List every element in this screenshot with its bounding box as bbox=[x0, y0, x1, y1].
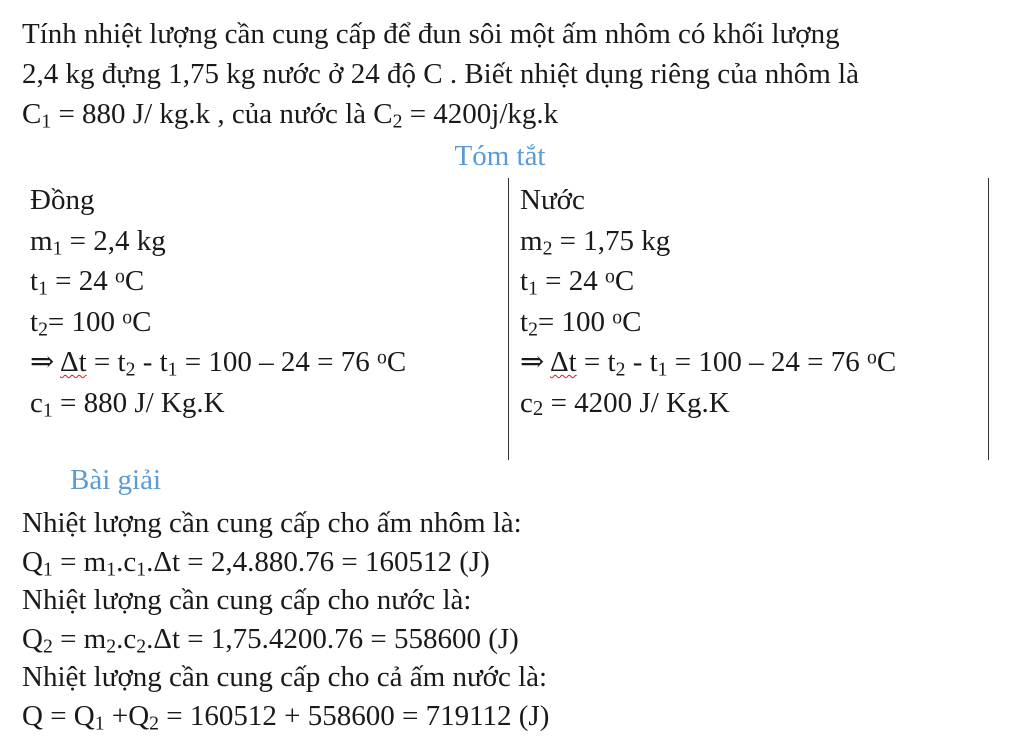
right-delta-t bbox=[520, 342, 896, 383]
right-dt-degree: o bbox=[867, 346, 877, 369]
right-c-symbol: c bbox=[520, 386, 533, 419]
left-dt-degree: o bbox=[377, 346, 387, 369]
q2-c-sub: 2 bbox=[136, 634, 147, 657]
right-t2-unit: C bbox=[622, 305, 642, 338]
table-right-border bbox=[988, 178, 989, 460]
left-specific-heat bbox=[30, 383, 406, 424]
problem-line-3 bbox=[22, 94, 1012, 134]
right-t1 bbox=[520, 261, 896, 302]
right-t1-symbol: t bbox=[520, 265, 529, 297]
right-t1-degree: o bbox=[605, 265, 615, 288]
right-c-sub: 2 bbox=[532, 395, 544, 420]
left-dt-minus: - t bbox=[135, 346, 168, 378]
left-dt-eq: = t bbox=[86, 346, 126, 378]
right-dt-minus: - t bbox=[625, 346, 658, 378]
left-c-sub: 1 bbox=[42, 398, 53, 421]
right-t1-value: = 24 bbox=[537, 265, 606, 297]
q2-result: .Δt = 1,75.4200.76 = 558600 (J) bbox=[146, 622, 519, 655]
problem-line-2: 2,4 kg đựng 1,75 kg nước ở 24 độ C . Biết nhiệt dụng riêng của nhôm là bbox=[22, 58, 859, 90]
q-total-lhs: Q = Q bbox=[22, 699, 95, 732]
right-t1-sub: 1 bbox=[528, 277, 538, 300]
summary-title: Tóm tắt bbox=[454, 140, 546, 172]
right-heading: Nước bbox=[520, 184, 585, 216]
left-t2-value: = 100 bbox=[47, 305, 123, 338]
solution-step-2: Nhiệt lượng cần cung cấp cho nước là: bbox=[22, 584, 472, 616]
q1-c-sub: 1 bbox=[136, 557, 147, 580]
left-t2-unit: C bbox=[132, 305, 152, 338]
right-t2-symbol: t bbox=[520, 305, 529, 338]
right-mass-value: = 1,75 kg bbox=[552, 224, 671, 257]
left-t2 bbox=[30, 302, 406, 343]
right-mass bbox=[520, 221, 896, 262]
right-implies-arrow: ⇒ bbox=[520, 346, 550, 378]
left-mass-symbol: m bbox=[30, 224, 53, 257]
right-specific-heat bbox=[520, 383, 896, 424]
left-delta-t-symbol: Δt bbox=[59, 346, 87, 378]
right-mass-symbol: m bbox=[520, 224, 543, 257]
left-dt-sub1: 1 bbox=[167, 358, 178, 381]
left-heading: Đồng bbox=[30, 184, 95, 216]
left-implies-arrow: ⇒ bbox=[30, 346, 60, 378]
q2-m: = m bbox=[52, 622, 107, 655]
problem-line-1: Tính nhiệt lượng cần cung cấp để đun sôi một ấm nhôm có khối lượng bbox=[22, 18, 840, 50]
left-mass bbox=[30, 221, 406, 262]
q-total-result: = 160512 + 558600 = 719112 (J) bbox=[159, 699, 550, 732]
left-t1-sub: 1 bbox=[38, 277, 48, 300]
left-c-value: = 880 J/ Kg.K bbox=[52, 386, 225, 419]
left-t1-unit: C bbox=[124, 265, 145, 297]
right-dt-value: = 100 – 24 = 76 bbox=[667, 346, 867, 378]
q2-symbol: Q bbox=[22, 622, 43, 655]
left-t2-degree: o bbox=[122, 306, 133, 329]
q1-result: .Δt = 2,4.880.76 = 160512 (J) bbox=[146, 545, 490, 578]
left-t1 bbox=[30, 261, 406, 302]
q2-sub: 2 bbox=[42, 634, 53, 657]
solution-body bbox=[22, 504, 549, 735]
q-total-sub2: 2 bbox=[149, 711, 160, 734]
q1-m: = m bbox=[52, 545, 107, 578]
right-t2-sub: 2 bbox=[528, 317, 538, 340]
right-dt-eq: = t bbox=[576, 346, 616, 378]
right-dt-unit: C bbox=[876, 346, 897, 378]
left-delta-t bbox=[30, 342, 406, 383]
problem-statement bbox=[22, 14, 1012, 134]
left-dt-value: = 100 – 24 = 76 bbox=[177, 346, 377, 378]
q-total-plus: +Q bbox=[104, 699, 150, 732]
left-t2-symbol: t bbox=[30, 305, 39, 338]
left-t1-symbol: t bbox=[30, 265, 39, 297]
right-dt-sub2: 2 bbox=[615, 358, 626, 381]
problem-line-3-mid: = 880 J/ kg.k , của nước là C bbox=[51, 98, 393, 130]
q-total-sub1: 1 bbox=[94, 711, 105, 734]
summary-left-column bbox=[30, 180, 406, 423]
c1-subscript: 1 bbox=[41, 110, 52, 133]
left-t1-degree: o bbox=[115, 265, 125, 288]
right-c-value: = 4200 J/ Kg.K bbox=[543, 386, 730, 419]
solution-step-1: Nhiệt lượng cần cung cấp cho ấm nhôm là: bbox=[22, 507, 522, 539]
q2-equation bbox=[22, 620, 549, 659]
c2-subscript: 2 bbox=[392, 110, 403, 133]
right-delta-t-symbol: Δt bbox=[549, 346, 577, 378]
problem-line-3-end: = 4200j/kg.k bbox=[402, 98, 559, 130]
right-mass-sub: 2 bbox=[542, 236, 553, 259]
column-divider bbox=[508, 178, 509, 460]
solution-title: Bài giải bbox=[70, 464, 162, 496]
right-t2 bbox=[520, 302, 896, 343]
q2-c: .c bbox=[116, 622, 137, 655]
right-t2-degree: o bbox=[612, 306, 623, 329]
left-mass-sub: 1 bbox=[52, 236, 63, 259]
left-dt-sub2: 2 bbox=[125, 358, 136, 381]
q1-equation bbox=[22, 543, 549, 582]
q1-m-sub: 1 bbox=[106, 557, 117, 580]
q1-c: .c bbox=[116, 545, 137, 578]
q1-sub: 1 bbox=[42, 557, 53, 580]
solution-step-3: Nhiệt lượng cần cung cấp cho cả ấm nước là: bbox=[22, 661, 548, 693]
left-t2-sub: 2 bbox=[38, 317, 48, 340]
left-mass-value: = 2,4 kg bbox=[62, 224, 166, 257]
left-dt-unit: C bbox=[386, 346, 407, 378]
left-c-symbol: c bbox=[30, 386, 43, 419]
left-t1-value: = 24 bbox=[47, 265, 116, 297]
summary-right-column bbox=[520, 180, 896, 423]
right-t1-unit: C bbox=[614, 265, 635, 297]
q2-m-sub: 2 bbox=[106, 634, 117, 657]
c1-symbol: C bbox=[22, 98, 42, 130]
right-dt-sub1: 1 bbox=[657, 358, 668, 381]
right-t2-value: = 100 bbox=[537, 305, 613, 338]
q1-symbol: Q bbox=[22, 545, 43, 578]
q-total-equation bbox=[22, 697, 549, 736]
